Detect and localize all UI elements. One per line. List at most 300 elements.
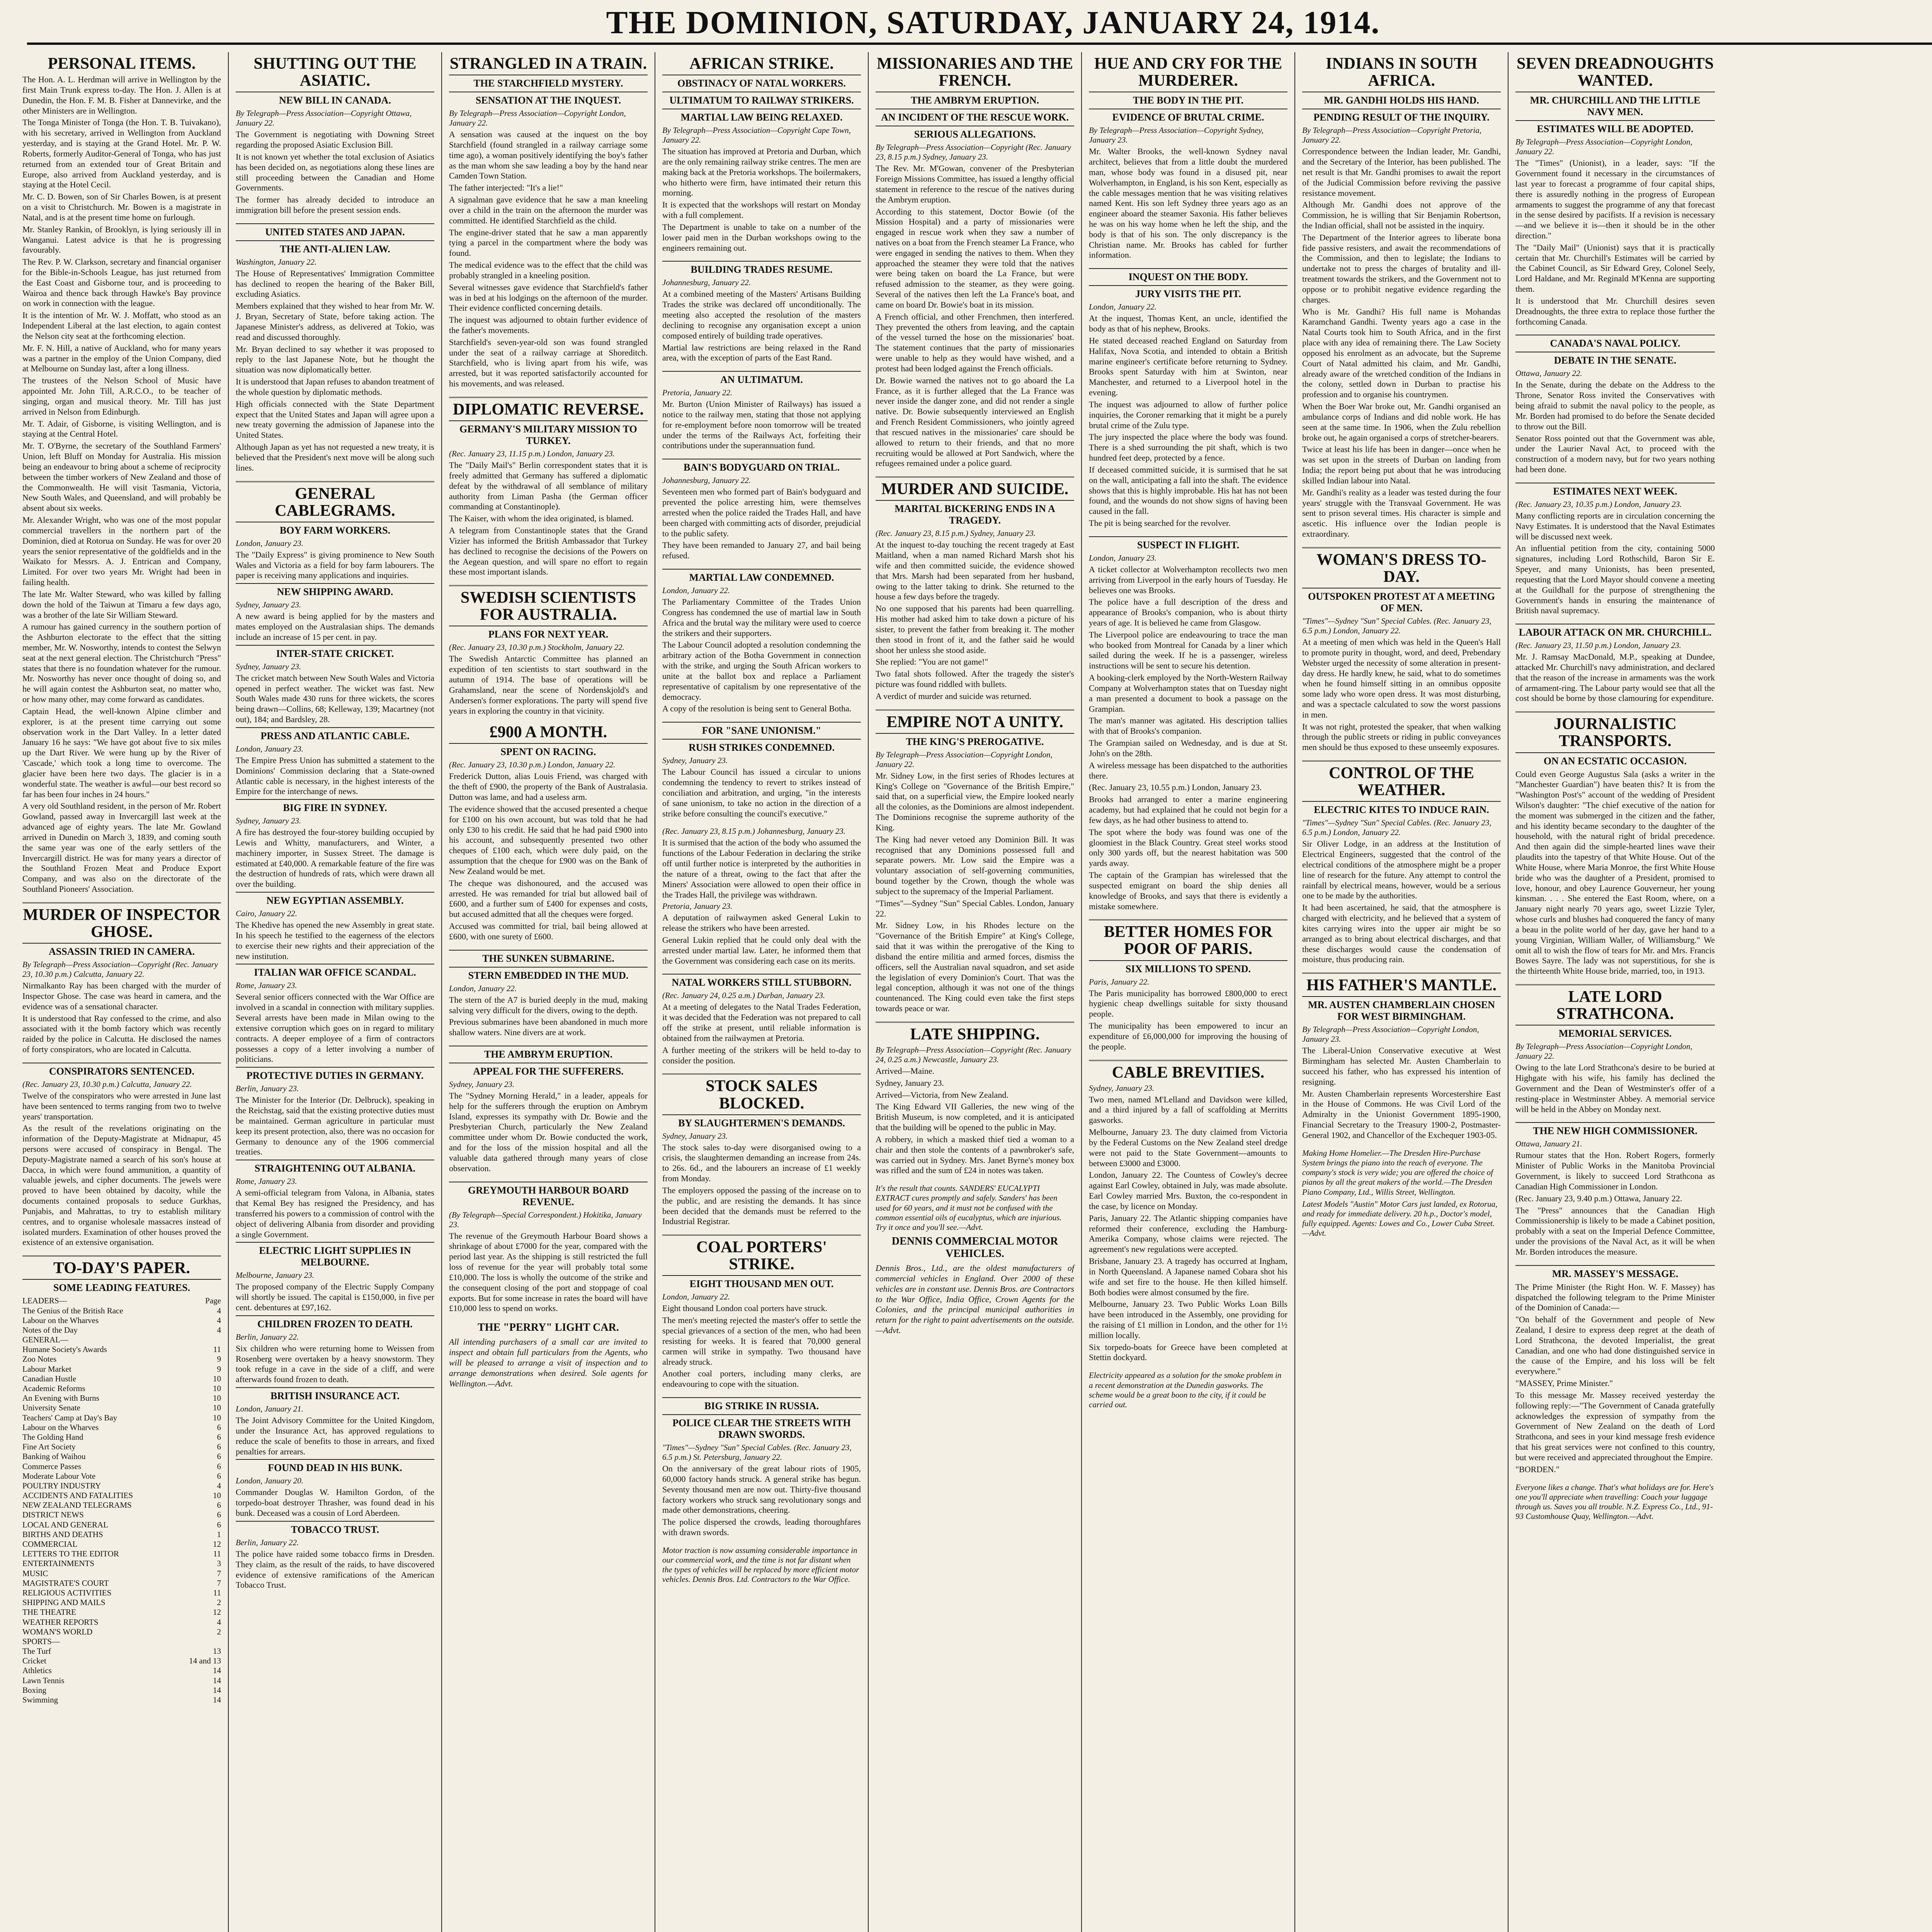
divider bbox=[876, 1022, 1074, 1023]
cablegram-text: The "Daily Express" is giving prominence to New South Wales and Victoria as a field for boy farm labourers. The paper is receiving many applications and inquiries. bbox=[236, 549, 434, 580]
contents-page: 3 bbox=[217, 1559, 221, 1568]
paragraph: The King had never vetoed any Dominion Bill. It was recognised that any Dominions possessed full and separate powers. Mr. Low said the Empire was a voluntary association of self-governing communities, bound together by the Crown, though the whole was subject to the supremacy of the Imperial Parliament. bbox=[876, 834, 1074, 896]
cablegram-item bbox=[236, 727, 434, 797]
contents-item: University Senate bbox=[22, 1403, 80, 1413]
paragraph: Senator Ross pointed out that the Government was able, under the Laurier Naval Act, to proceed with the construction of a modern navy, but for two years nothing had been done. bbox=[1515, 433, 1715, 474]
russia-strike-article bbox=[662, 1397, 861, 1538]
article-body bbox=[449, 129, 648, 389]
submarine-article bbox=[449, 950, 648, 1038]
contents-page: 6 bbox=[217, 1500, 221, 1510]
article-body bbox=[662, 1303, 861, 1389]
article-heading: STRANGLED IN A TRAIN. bbox=[449, 55, 647, 73]
paragraph: Dr. Bowie warned the natives not to go aboard the La France, as it is further alleged that the La France was never inside the danger zone, and did not render a single native. Dr. Bowie subsequently interviewed an English and French Resident Commissioners, who jointly agreed that rescued natives in the missionaries' care should be allowed to return to their friends, and that no more recruiting would be allowed at Port Sandwich, where the refugees remained under a police guard. bbox=[876, 375, 1074, 468]
article-body bbox=[1089, 988, 1287, 1052]
paragraph: Twelve of the conspirators who were arrested in June last have been sentenced to terms ranging from two to twelve years' transportation. bbox=[22, 1090, 221, 1121]
article-heading: WOMAN'S DRESS TO-DAY. bbox=[1316, 551, 1486, 586]
paragraph: The Parliamentary Committee of the Trades Union Congress has condemned the use of martial law in South Africa and the brutal way the military were used to coerce the strikers and their supporters. bbox=[662, 597, 861, 638]
paragraph: A verdict of murder and suicide was returned. bbox=[876, 691, 1032, 701]
contents-item: BIRTHS AND DEATHS bbox=[22, 1529, 103, 1539]
article-heading: THE SUNKEN SUBMARINE. bbox=[449, 950, 648, 964]
paragraph: Although Mr. Gandhi does not approve of the Commission, he is willing that Sir Benjamin Robertson, the Indian official, shall not be assisted in the inquiry. bbox=[1302, 200, 1501, 230]
article-body bbox=[449, 1091, 648, 1174]
cablegram-item bbox=[236, 964, 434, 1065]
contents-row bbox=[22, 1617, 221, 1627]
divider bbox=[1302, 973, 1501, 974]
paragraph: The father interjected: "It's a lie!" bbox=[449, 183, 563, 193]
article-subheading: ULTIMATUM TO RAILWAY STRIKERS. bbox=[662, 92, 861, 106]
article-heading: SHUTTING OUT THE ASIATIC. bbox=[253, 55, 417, 90]
cablegram-item bbox=[236, 1160, 434, 1240]
paragraph: A booking-clerk employed by the North-Western Railway Company at Wolverhampton states that on Tuesday night a man presented a document to book a passage on the Grampian. bbox=[1089, 673, 1287, 714]
contents-row bbox=[22, 1530, 221, 1539]
contents-list bbox=[22, 1296, 221, 1705]
inquest-article bbox=[1089, 268, 1287, 529]
paragraph: Captain Head, the well-known Alpine climber and explorer, is at the present time carrying out some observation work in the Dart Valley. In a letter dated January 16 he says: "We have got about five to six miles up the Dart River. We were hung up by the River of 'Cascade,' which took a long time to overcome. The glacier have been here two days. The glacier is in a wonderful state. The weather is awful—our best record so far has been four inches in 24 hours." bbox=[22, 706, 221, 799]
contents-item: Cricket bbox=[22, 1656, 46, 1666]
paragraph: A wireless message has been dispatched to the authorities there. bbox=[1089, 760, 1287, 781]
contents-item: Fine Art Society bbox=[22, 1442, 76, 1452]
paragraph: Starchfield's seven-year-old son was found strangled under the seat of a railway carriage at Shoreditch. Starchfield, who is living apart from his wife, was arrested, but it was reported satisfactorily accounted for his movements, and was released. bbox=[449, 337, 648, 389]
column-6 bbox=[1082, 52, 1295, 1932]
hue-cry-article bbox=[1089, 55, 1287, 260]
dateline: By Telegraph—Press Association—Copyright Ottawa, January 22. bbox=[236, 109, 412, 128]
cablegram-list bbox=[236, 522, 434, 1591]
contents-item: Labour Market bbox=[22, 1364, 71, 1374]
cablegram-title: BRITISH INSURANCE ACT. bbox=[236, 1387, 434, 1402]
paragraph: The stock sales to-day were disorganised owing to a crisis, the slaughtermen demanding an increase from 24s. to 26s. 6d., and the labourers an increase of £1 weekly from Monday. bbox=[662, 1142, 861, 1184]
advert-text: Motor traction is now assuming considerable importance in our commercial work, and the time is not far distant when the types of vehicles will be replaced by more efficient motor vehicles. Dennis Bros. Ltd. Contractors to the War Office. bbox=[662, 1545, 859, 1584]
article-subheading: SPENT ON RACING. bbox=[449, 743, 648, 758]
cablegram-text: The police have raided some tobacco firms in Dresden. They claim, as the result of the raids, to have discovered evidence of extensive ramifications of the American Tobacco Trust. bbox=[236, 1549, 434, 1590]
paragraph: Two fatal shots followed. After the tragedy the sister's picture was found riddled with bullets. bbox=[876, 669, 1074, 689]
contents-row bbox=[22, 1316, 221, 1325]
paragraph: A robbery, in which a masked thief tied a woman to a chair and then stole the contents of a pawnbroker's safe, was carried out in Sydney. Mrs. Janet Byrne's money box was rifled and the sum of £24 in notes was taken. bbox=[876, 1134, 1074, 1175]
dateline: Sydney, January 23. bbox=[236, 816, 301, 826]
advert-text: Electricity appeared as a solution for the smoke problem in a recent demonstration at the Dunedin gasworks. The scheme would be a great boon to the city, if it could be carried out. bbox=[1089, 1371, 1282, 1409]
paragraph: On the anniversary of the great labour riots of 1905, 60,000 factory hands struck. A general strike has begun. Seventy thousand men are now out. Thirty-five thousand factory workers who struck sang revolutionary songs and made other demonstrations, cheering. bbox=[662, 1464, 861, 1515]
contents-item: Labour on the Wharves bbox=[22, 1422, 99, 1432]
contents-item: Athletics bbox=[22, 1666, 52, 1675]
dateline: (Rec. January 23, 10.30 p.m.) Calcutta, January 22. bbox=[22, 1079, 192, 1089]
article-heading: THE AMBRYM ERUPTION. bbox=[449, 1046, 648, 1060]
dateline: Pretoria, January 23. bbox=[662, 901, 733, 911]
article-body bbox=[1089, 146, 1287, 260]
labour-attack-article bbox=[1515, 624, 1715, 704]
contents-item: THE THEATRE bbox=[22, 1607, 77, 1617]
paragraph: The inquest was adjourned to obtain further evidence of the father's movements. bbox=[449, 315, 648, 335]
paragraph: A French official, and other Frenchmen, then interfered. They prevented the others from leaving, and the captain of the vessel turned the hose on the missionaries' boat. The statement continues that the party of missionaries were unable to help as they would have wished, and a protest had been lodged against the French officials. bbox=[876, 311, 1074, 373]
paragraph: Melbourne, January 23. Two Public Works Loan Bills have been introduced in the Assembly, one providing for the raising of £1 million in London, and the other for 1½ million locally. bbox=[1089, 1299, 1287, 1340]
cablegram-title: BOY FARM WORKERS. bbox=[236, 522, 434, 536]
contents-row bbox=[22, 1325, 221, 1335]
cablegram-item bbox=[236, 799, 434, 889]
article-subheading: OUTSPOKEN PROTEST AT A MEETING OF MEN. bbox=[1302, 588, 1501, 614]
dateline: London, January 23. bbox=[236, 744, 303, 753]
paragraph: The police have a full description of the dress and appearance of Brooks's companion, who is about thirty years of age. It is believed he came from Glasgow. bbox=[1089, 597, 1287, 628]
contents-row bbox=[22, 1345, 221, 1354]
cablegram-item bbox=[236, 583, 434, 642]
contents-item: RELIGIOUS ACTIVITIES bbox=[22, 1588, 112, 1597]
paragraph: A rumour has gained currency in the southern portion of the Ashburton electorate to the effect that the sitting member, Mr. W. Nosworthy, intends to contest the Selwyn seat at the next general election. The Christchurch "Press" states that there is no foundation whatever for the rumour. Mr. Nosworthy has never once thought of doing so, and he will again contest the Ashburton seat, no matter who, or how many other, may come forward as candidates. bbox=[22, 622, 221, 704]
paragraph: As the result of the revelations originating on the information of the Deputy-Magistrate at Midnapur, 45 persons were accused of conspiracy in Bengal. The Deputy-Magistrate named a search of his son's house at Dacca, in which were found ammunition, a quantity of valuable jewels, and cipher documents. The jewels were proved to have been obtained by dacoity, while the documents contained proposals to seduce Gurkhas, Punjabis, and Mahrattas, to try to establish military centres, and to organise wholesale massacres instead of isolated murders. Examination of other houses proved the existence of an extensive organisation. bbox=[22, 1123, 221, 1247]
contents-item: Academic Reforms bbox=[22, 1384, 85, 1393]
paragraph: It was not right, protested the speaker, that when walking through the public streets or riding in public conveyances men should be thus exposed to these unseemly exposures. bbox=[1302, 721, 1501, 752]
article-body bbox=[876, 540, 1074, 701]
article-subheading: PENDING RESULT OF THE INQUIRY. bbox=[1302, 109, 1501, 123]
article-subheading: EIGHT THOUSAND MEN OUT. bbox=[662, 1275, 861, 1290]
natal-workers-article bbox=[662, 974, 861, 1066]
article-body bbox=[449, 654, 648, 716]
contents-item: Swimming bbox=[22, 1695, 58, 1705]
paragraph: The "Press" announces that the Canadian High Commissionership is likely to be made a Cabinet position, probably with a seat on the Imperial Defence Committee, under the provisions of the Naval Act, as it will be when Mr. Borden introduces the measure. bbox=[1515, 1205, 1715, 1257]
divider bbox=[1515, 984, 1715, 985]
paragraph: Twice at least his life has been in danger—once when he was set upon in the streets of Durban on landing from India; the report being put about that he was introducing skilled Indian labour into Natal. bbox=[1302, 444, 1501, 485]
paragraph: The Swedish Antarctic Committee has planned an expedition of ten scientists to start southward in the autumn of 1914. The base of operations will be Grahamsland, near the scene of Nordenskjold's and Andersen's former explorations. The party will spend five years in exploring the country in that vicinity. bbox=[449, 654, 648, 716]
paragraph: Who is Mr. Gandhi? His full name is Mohandas Karamchand Gandhi. Twenty years ago a case in the Natal Courts took him to South Africa, and in the first place with any idea of remaining there. The Law Society opposed his enrolment as an advocate, but the Supreme Court of Natal admitted his claim, and Mr. Gandhi, already aware of the wretched condition of the Indians in the colony, settled down in Durban to practise his profession and to organise his countrymen. bbox=[1302, 306, 1501, 400]
dateline: Rome, January 23. bbox=[236, 1177, 297, 1186]
contents-page: 6 bbox=[217, 1471, 221, 1481]
article-body bbox=[22, 981, 221, 1055]
paragraph: If deceased committed suicide, it is surmised that he sat on the wall, anticipating a fall into the shaft. The evidence shows that this is highly improbable. His hat has not been found, and the wounds do not show signs of having been caused in the fall. bbox=[1089, 464, 1287, 516]
estimates-next-week-article bbox=[1515, 483, 1715, 616]
paragraph: A ticket collector at Wolverhampton recollects two men arriving from Liverpool in the early hours of Tuesday. He believes one was Brooks. bbox=[1089, 564, 1287, 595]
cablegram-title: NEW EGYPTIAN ASSEMBLY. bbox=[236, 892, 434, 906]
dateline: Johannesburg, January 22. bbox=[662, 278, 751, 287]
paragraph: The medical evidence was to the effect that the child was probably strangled in a kneeling position. bbox=[449, 260, 648, 280]
shipping-lines bbox=[876, 1066, 1074, 1100]
paragraph: It is the intention of Mr. W. J. Moffatt, who stood as an Independent Liberal at the last election, to again contest the Nelson city seat at the forthcoming election. bbox=[22, 310, 221, 341]
dateline: Rome, January 23. bbox=[236, 981, 297, 990]
contents-page: 10 bbox=[213, 1413, 221, 1422]
contents-page: 6 bbox=[217, 1422, 221, 1432]
paragraph: Mr. F. N. Hill, a native of Auckland, who for many years was a partner in the employ of the Union Company, died at Melbourne on Sunday last, after a long illness. bbox=[22, 343, 221, 374]
high-commissioner-article bbox=[1515, 1122, 1715, 1257]
paragraph: The Hon. A. L. Herdman will arrive in Wellington by the first Main Trunk express to-day. The Hon. J. Allen is at Dunedin, the Hon. F. M. B. Fisher at Dannevirke, and the other Ministers are in Wellington. bbox=[22, 75, 221, 116]
strangled-article bbox=[449, 55, 648, 389]
contents-row bbox=[22, 1462, 221, 1471]
article-body bbox=[876, 771, 1074, 1014]
article-body bbox=[662, 1464, 861, 1538]
cablegram-title: ELECTRIC LIGHT SUPPLIES IN MELBOURNE. bbox=[236, 1242, 434, 1268]
article-heading: INDIANS IN SOUTH AFRICA. bbox=[1325, 55, 1478, 90]
paragraph: "Times"—Sydney "Sun" Special Cables. London, January 22. bbox=[876, 898, 1074, 918]
cablegram-text: The proposed company of the Electric Supply Company will shortly be issued. The capital is £150,000, in five per cent. debentures at £97,162. bbox=[236, 1282, 434, 1312]
cablegram-text: The Joint Advisory Committee for the United Kingdom, under the Insurance Act, has approved regulations to reduce the scale of benefits to those in arrears, and fixed penalties for arrears. bbox=[236, 1415, 434, 1456]
missionaries-article bbox=[876, 55, 1074, 469]
article-body bbox=[662, 913, 861, 966]
contents-item: Commerce Passes bbox=[22, 1461, 82, 1471]
cablegram-item bbox=[236, 892, 434, 961]
coal-porters-article bbox=[662, 1239, 861, 1389]
contents-row bbox=[22, 1676, 221, 1685]
contents-item: MAGISTRATE'S COURT bbox=[22, 1578, 109, 1588]
article-body bbox=[1089, 1095, 1287, 1363]
article-heading: £900 A MONTH. bbox=[489, 723, 607, 742]
article-heading: HIS FATHER'S MANTLE. bbox=[1306, 976, 1497, 995]
paragraph: (Rec. January 23, 9.40 p.m.) Ottawa, January 22. bbox=[1515, 1193, 1682, 1203]
dateline: (Rec. January 23, 11.15 p.m.) London, January 23. bbox=[449, 449, 615, 459]
paragraph: Frederick Dutton, alias Louis Friend, was charged with the theft of £900, the property of the Bank of Australasia. Dutton was lame, and had a useless arm. bbox=[449, 771, 648, 802]
article-heading: CONSPIRATORS SENTENCED. bbox=[22, 1063, 221, 1077]
paragraph: A very old Southland resident, in the person of Mr. Robert Gowland, passed away in Invercargill last week at the advanced age of eighty years. The late Mr. Gowland arrived in Dunedin on March 3, 1839, and coming south the same year was one of the early settlers of the Invercargill district. He was for many years a director of the Southland Frozen Meat and Produce Export Company, and was also on the directorate of the Southland Pioneers' Association. bbox=[22, 801, 221, 894]
contents-row bbox=[22, 1413, 221, 1423]
article-body bbox=[1302, 1046, 1501, 1140]
paragraph: The employers opposed the passing of the increase on to the public, and are resisting the demands. It has since been decided that the demands must be referred to the Industrial Registrar. bbox=[662, 1185, 861, 1226]
contents-row bbox=[22, 1607, 221, 1617]
paragraph: It is not known yet whether the total exclusion of Asiatics has been decided on, as negotiations along these lines are still proceeding between the Canadian and Home Governments. bbox=[236, 151, 434, 193]
contents-row bbox=[22, 1442, 221, 1452]
article-subheading: STERN EMBEDDED IN THE MUD. bbox=[449, 967, 648, 981]
column-5 bbox=[869, 52, 1082, 1932]
article-subheading: NEW BILL IN CANADA. bbox=[236, 92, 434, 106]
article-body bbox=[236, 269, 434, 473]
contents-page: 10 bbox=[213, 1403, 221, 1413]
contents-page: 4 bbox=[217, 1481, 221, 1490]
cablegram-item bbox=[236, 1067, 434, 1157]
article-heading: STOCK SALES BLOCKED. bbox=[706, 1077, 818, 1112]
fathers-mantle-article bbox=[1302, 977, 1501, 1141]
dateline: London, January 23. bbox=[1089, 553, 1156, 563]
article-subheading: ASSASSIN TRIED IN CAMERA. bbox=[22, 943, 221, 957]
paragraph: Nirmalkanto Ray has been charged with the murder of Inspector Ghose. The case was heard in camera, and the evidence was of a sensational character. bbox=[22, 981, 221, 1011]
divider bbox=[1515, 711, 1715, 713]
dateline: By Telegraph—Press Association—Copyright London, January 22. bbox=[449, 109, 626, 128]
paragraph: Rumour states that the Hon. Robert Rogers, formerly Minister of Public Works in the Manitoba Provincial Government, is likely to succeed Lord Strathcona as Canadian High Commissioner in London. bbox=[1515, 1150, 1715, 1191]
paragraph: Mr. T. Adair, of Gisborne, is visiting Wellington, and is staying at the Central Hotel. bbox=[22, 418, 221, 439]
paragraph: Mr. Alexander Wright, who was one of the most popular commercial travellers in the northern part of the Dominion, died at Rotorua on Sunday. He was for over 20 years the senior representative of the goldfields and in the Waikato for Messrs. A. J. Entrican and Company, Limited. For over two years Mr. Wright had been in failing health. bbox=[22, 515, 221, 587]
dateline: By Telegraph—Press Association—Copyright London, January 22. bbox=[876, 750, 1053, 769]
article-subheading: ESTIMATES WILL BE ADOPTED. bbox=[1515, 120, 1715, 135]
contents-page: 4 bbox=[217, 1315, 221, 1325]
contents-page: 13 bbox=[213, 1646, 221, 1656]
paragraph: The engine-driver stated that he saw a man apparently tying a parcel in the compartment where the body was found. bbox=[449, 227, 648, 258]
indians-article bbox=[1302, 55, 1501, 539]
journalistic-article bbox=[1515, 716, 1715, 976]
masthead bbox=[27, 4, 1932, 45]
cablegram-title: PROTECTIVE DUTIES IN GERMANY. bbox=[236, 1067, 434, 1082]
contents-page: 9 bbox=[217, 1364, 221, 1374]
paragraph: Mr. T. O'Byrne, the secretary of the Southland Farmers' Union, left Bluff on Monday for Australia. His mission being an endeavour to bring about a scheme of reciprocity between the timber workers of New Zealand and those of the Commonwealth. He will visit Tasmania, Victoria, New South Wales, and Queensland, and will probably be absent about six weeks. bbox=[22, 441, 221, 513]
dateline: London, January 22. bbox=[1089, 302, 1156, 312]
cablegram-item bbox=[236, 1315, 434, 1385]
dateline: Ottawa, January 21. bbox=[1515, 1139, 1582, 1149]
contents-page: 7 bbox=[217, 1568, 221, 1578]
paragraph: It is understood that Mr. Churchill desires seven Dreadnoughts, the three extra to replace those further the forthcoming Canada. bbox=[1515, 296, 1715, 327]
advert-text: Latest Models "Austin" Motor Cars just landed, ex Rotorua, and ready for immediate delivery. 20 h.p., Doctor's model, fully equipped. Agents: Lowes and Co., Lower Cuba Street.—Advt. bbox=[1302, 1199, 1498, 1238]
article-heading: HUE AND CRY FOR THE MURDERER. bbox=[1094, 55, 1282, 90]
contents-item: LEADERS— bbox=[22, 1296, 67, 1306]
contents-item: The Genius of the British Race bbox=[22, 1306, 123, 1315]
article-heading: LATE SHIPPING. bbox=[910, 1025, 1040, 1043]
contents-row bbox=[22, 1637, 221, 1646]
contents-row bbox=[22, 1627, 221, 1637]
divider bbox=[449, 585, 648, 586]
paragraph: The Labour Council has issued a circular to unions condemning the tendency to revert to strikes instead of conciliation and arbitration, and urging, "in the interests of sane unionism, to take no action in the direction of a strike before consulting the council's executive." bbox=[662, 767, 861, 818]
dateline: London, January 22. bbox=[662, 586, 730, 595]
divider bbox=[1089, 919, 1287, 920]
paragraph: Mr. Gandhi's reality as a leader was tested during the four years' struggle with the Transvaal Government. He was sent to prison several times. His character is simple and ascetic. His influence over the Indian people is extraordinary. bbox=[1302, 487, 1501, 539]
article-body bbox=[449, 460, 648, 577]
article-body bbox=[1089, 565, 1287, 912]
contents-item: LETTERS TO THE EDITOR bbox=[22, 1549, 119, 1559]
paragraph: Sir Oliver Lodge, in an address at the Institution of Electrical Engineers, suggested that the control of the electrical conditions of the atmosphere might be a proper line of research for the future. Any attempt to control the rainfall by electrical means, however, would be a serious one to be made by the authorities. bbox=[1302, 839, 1501, 901]
article-body bbox=[449, 1231, 648, 1314]
dateline: London, January 21. bbox=[236, 1404, 303, 1414]
cablegram-title: STRAIGHTENING OUT ALBANIA. bbox=[236, 1160, 434, 1174]
article-subheading: PLANS FOR NEXT YEAR. bbox=[449, 626, 648, 640]
contents-page: 14 bbox=[213, 1666, 221, 1675]
paragraph: Mr. Stanley Rankin, of Brooklyn, is lying seriously ill in Wanganui. Latest advice is that he is progressing favourably. bbox=[22, 224, 221, 255]
paragraph: Previous submarines have been abandoned in much more shallow waters. Nine divers are at work. bbox=[449, 1017, 648, 1037]
diplomatic-article bbox=[449, 401, 648, 577]
cablegram-text: A fire has destroyed the four-storey building occupied by Lewis and Whitty, manufacturers, and Winter, a machinery importer, in Sussex Street. The damage is estimated at £40,000. A remarkable feature of the fire was the destruction of hundreds of rats, which were drawn all over the building. bbox=[236, 827, 434, 889]
paragraph: It had been ascertained, he said, that the atmosphere is charged with electricity, and he believed that a system of kites carrying wires into the upper air might be so arranged as to bring about electrical discharges, and that these discharges would cause the condensation of moisture, thus producing rain. bbox=[1302, 903, 1501, 964]
contents-page: 7 bbox=[217, 1578, 221, 1588]
contents-row bbox=[22, 1569, 221, 1578]
paragraph: Mr. C. D. Bowen, son of Sir Charles Bowen, is at present on a visit to Christchurch. Mr. Bowen is a magistrate in Natal, and is at the present time home on furlough. bbox=[22, 192, 221, 222]
paragraph: According to this statement, Doctor Bowie (of the Mission Hospital) and a party of missionaries were engaged in rescue work when they saw a number of natives on a boat from the French steamer La France, who were engaged in sending the natives to them. When they approached the steamer they were told that the natives were being taken on board the La France, but were refused admission to the steamer, as they were going. Several of the natives then left the La France's boat, and came on board Dr. Bowie's boat in its mission. bbox=[876, 206, 1074, 310]
paragraph: Mr. Bryan declined to say whether it was proposed to reply to the last Japanese Note, but he thought the situation was now diplomatically better. bbox=[236, 344, 434, 375]
contents-item: Notes of the Day bbox=[22, 1325, 78, 1335]
paragraph: Mr. J. Ramsay MacDonald, M.P., speaking at Dundee, attacked Mr. Churchill's navy administration, and declared that the reason of the increase in armaments was the work of armament-ring. The Labour party would see that all the cost should be borne by those clamouring for expenditure. bbox=[1515, 652, 1715, 703]
paragraph: Paris, January 22. The Atlantic shipping companies have reformed their conference, excluding the Hamburg-Amerika Company, whose claims were rejected. The agreement's new regulations were accepted. bbox=[1089, 1213, 1287, 1254]
cablegram-text: The Minister for the Interior (Dr. Delbruck), speaking in the Reichstag, said that the existing protective duties must be maintained. German agriculture in particular must keep its present protection, also, there was no occasion for Germany to denounce any of the 1906 commercial treaties. bbox=[236, 1095, 434, 1157]
contents-page: 6 bbox=[217, 1442, 221, 1452]
contents-page: 9 bbox=[217, 1354, 221, 1364]
column-2 bbox=[229, 52, 442, 1932]
rand-article bbox=[662, 827, 861, 966]
paragraph: Eight thousand London coal porters have struck. bbox=[662, 1303, 828, 1313]
divider bbox=[22, 902, 221, 903]
contents-row bbox=[22, 1588, 221, 1598]
article-body bbox=[662, 838, 861, 900]
article-subheading: THE ANTI-ALIEN LAW. bbox=[236, 240, 434, 255]
contents-item: POULTRY INDUSTRY bbox=[22, 1481, 101, 1490]
article-body bbox=[876, 1102, 1074, 1176]
contents-item: SPORTS— bbox=[22, 1636, 60, 1646]
article-heading: MURDER OF INSPECTOR GHOSE. bbox=[23, 906, 221, 941]
paragraph: They have been remanded to January 27, and bail being refused. bbox=[662, 540, 861, 561]
paragraph: The Kaiser, with whom the idea originated, is blamed. bbox=[449, 514, 634, 524]
personal-items-article bbox=[22, 55, 221, 895]
article-heading: MARTIAL LAW CONDEMNED. bbox=[662, 569, 861, 583]
article-body bbox=[22, 75, 221, 895]
contents-item: DISTRICT NEWS bbox=[22, 1510, 84, 1520]
paragraph: It is expected that the workshops will restart on Monday with a full complement. bbox=[662, 200, 861, 220]
article-heading: JOURNALISTIC TRANSPORTS. bbox=[1554, 715, 1677, 750]
paragraph: The spot where the body was found was one of the gloomiest in the Black Country. Great steel works stood only 300 yards off, but the nearest habitation was 500 yards away. bbox=[1089, 827, 1287, 868]
article-heading: GENERAL CABLEGRAMS. bbox=[275, 485, 395, 520]
paragraph: Members explained that they wished to hear from Mr. W. J. Bryan, Secretary of State, before taking action. The Japanese Minister's address, as delivered at Tokio, was read and discussed thoroughly. bbox=[236, 301, 434, 342]
suspect-article bbox=[1089, 536, 1287, 912]
article-body bbox=[662, 146, 861, 253]
divider bbox=[662, 1073, 861, 1075]
advert-text: Dennis Bros., Ltd., are the oldest manufacturers of commercial vehicles in England. Over 2000 of these vehicles are in constant use. Dennis Bros. are Contractors to the War Office, India Office, Crown Agents for the Colonies, and the principal municipal authorities in return for the right to paint advertisements on the outside.—Advt. bbox=[876, 1263, 1074, 1335]
article-heading: AN ULTIMATUM. bbox=[662, 371, 861, 386]
paragraph: The jury inspected the place where the body was found. There is a shed surrounding the pit shaft, which is two hundred feet deep, protected by a fence. bbox=[1089, 432, 1287, 463]
dateline: By Telegraph—Press Association—Copyright London, January 22. bbox=[1515, 1042, 1692, 1061]
dateline: "Times"—Sydney "Sun" Special Cables. (Rec. January 23, 6.5 p.m.) London, January 22. bbox=[1302, 616, 1492, 636]
cablegram-text: Six children who were returning home to Weissen from Rosenberg were overtaken by a heavy snowstorm. They took refuge in a cave in the side of a cliff, and were afterwards found frozen to death. bbox=[236, 1343, 434, 1384]
cablegram-title: PRESS AND ATLANTIC CABLE. bbox=[236, 727, 434, 742]
contents-row bbox=[22, 1393, 221, 1403]
contents-page: 4 bbox=[217, 1306, 221, 1315]
contents-item: MUSIC bbox=[22, 1568, 48, 1578]
article-subheading: DEBATE IN THE SENATE. bbox=[1515, 352, 1715, 366]
empire-unity-article bbox=[876, 714, 1074, 1014]
paragraph: The trustees of the Nelson School of Music have appointed Mr. John Till, A.R.C.O., to be teacher of singing, organ and musical theory. Mr. Till has just arrived in Nelson from Edinburgh. bbox=[22, 376, 221, 417]
dateline: (Rec. January 23, 8.15 p.m.) Johannesburg, January 23. bbox=[662, 827, 845, 836]
article-body bbox=[1515, 652, 1715, 704]
contents-row bbox=[22, 1491, 221, 1500]
article-subheading: THE STARCHFIELD MYSTERY. bbox=[449, 75, 648, 89]
article-heading: EMPIRE NOT A UNITY. bbox=[886, 713, 1063, 731]
contents-page: 2 bbox=[217, 1627, 221, 1636]
perry-advert bbox=[449, 1321, 648, 1389]
article-body bbox=[1515, 380, 1715, 474]
contents-row bbox=[22, 1296, 221, 1306]
contents-row bbox=[22, 1510, 221, 1520]
divider bbox=[1302, 547, 1501, 548]
strathcona-article bbox=[1515, 988, 1715, 1114]
dateline: London, January 23. bbox=[236, 538, 303, 548]
paragraph: The Liberal-Union Conservative executive at West Birmingham has selected Mr. Austen Chamberlain to succeed his father, who has expressed his intention of resigning. bbox=[1302, 1046, 1501, 1087]
dateline: Sydney, January 23. bbox=[449, 1079, 515, 1089]
article-heading: SWEDISH SCIENTISTS FOR AUSTRALIA. bbox=[460, 589, 636, 624]
contents-page: 6 bbox=[217, 1510, 221, 1520]
article-subheading: SENSATION AT THE INQUEST. bbox=[449, 92, 648, 106]
cablegram-item bbox=[236, 1459, 434, 1518]
us-japan-article bbox=[236, 223, 434, 473]
contents-item: NEW ZEALAND TELEGRAMS bbox=[22, 1500, 132, 1510]
paragraph: The Department of the Interior agrees to liberate bona fide passive resisters, and await the recommendations of the Commission, and then to legislate; the Indians to undertake not to press the charges of brutality and ill-treatment towards the strikers, and the Government not to oppose or to prohibit negative evidence regarding the charges. bbox=[1302, 232, 1501, 304]
article-body bbox=[1302, 839, 1501, 965]
dateline: (Rec. January 23, 10.30 p.m.) London, January 22. bbox=[449, 760, 616, 770]
canada-naval-article bbox=[1515, 335, 1715, 474]
dateline: Sydney, January 23. bbox=[1089, 1083, 1155, 1093]
article-subheading: GERMANY'S MILITARY MISSION TO TURKEY. bbox=[449, 420, 648, 447]
paragraph: The King Edward VII Galleries, the new wing of the British Museum, is now completed, and it is anticipated that the building will be opened to the public in May. bbox=[876, 1102, 1074, 1133]
paragraph: Many conflicting reports are in circulation concerning the Navy Estimates. It is understood that the Naval Estimates will be discussed next week. bbox=[1515, 510, 1715, 541]
article-subheading: SERIOUS ALLEGATIONS. bbox=[876, 126, 1074, 140]
contents-row bbox=[22, 1374, 221, 1384]
article-subheading: MR. AUSTEN CHAMBERLAIN CHOSEN FOR WEST BIRMINGHAM. bbox=[1302, 996, 1501, 1022]
article-heading: BIG STRIKE IN RUSSIA. bbox=[662, 1397, 861, 1412]
dateline: (Rec. January 23, 10.35 p.m.) London, January 23. bbox=[1515, 499, 1682, 509]
newspaper-title: THE DOMINION, SATURDAY, JANUARY 24, 1914. bbox=[606, 5, 1380, 41]
divider bbox=[876, 709, 1074, 711]
dateline: By Telegraph—Press Association—Copyright (Rec. January 23, 8.15 p.m.) Sydney, January 23. bbox=[876, 143, 1071, 162]
article-subheading: THE KING'S PREROGATIVE. bbox=[876, 733, 1074, 748]
paragraph: Several witnesses gave evidence that Starchfield's father was in bed at his lodgings on the afternoon of the murder. Their evidence conflicted concerning details. bbox=[449, 282, 648, 313]
article-heading: CABLE BREVITIES. bbox=[1112, 1063, 1265, 1082]
divider bbox=[22, 1255, 221, 1257]
cablegram-title: TOBACCO TRUST. bbox=[236, 1521, 434, 1536]
paragraph: Owing to the late Lord Strathcona's desire to be buried at Highgate with his wife, his family has declined the Government and the Dean of Westminster's offer of a resting-place in Westminster Abbey. A memorial service will be held in the Abbey on Monday next. bbox=[1515, 1063, 1715, 1114]
contents-row bbox=[22, 1578, 221, 1588]
contents-page: 12 bbox=[213, 1607, 221, 1617]
paragraph: In the Senate, during the debate on the Address to the Throne, Senator Ross invited the Conservatives with being afraid to submit the naval policy to the people, as Mr. Borden had promised to do before the Senate decided to throw out the Bill. bbox=[1515, 380, 1715, 431]
contents-page: 12 bbox=[213, 1539, 221, 1549]
advert-text: Everyone likes a change. That's what holidays are for. Here's one you'll appreciate when travelling: Coach your luggage through us. Saves you all trouble. N.Z. Express Co., Ltd., 91-93 Customhouse Quay, Wellington.—Advt. bbox=[1515, 1482, 1714, 1521]
article-subheading: OBSTINACY OF NATAL WORKERS. bbox=[662, 75, 861, 89]
article-subheading: AN INCIDENT OF THE RESCUE WORK. bbox=[876, 109, 1074, 123]
cable-brevities-article bbox=[1089, 1064, 1287, 1363]
dateline: Paris, January 22. bbox=[1089, 977, 1150, 986]
article-body bbox=[22, 1091, 221, 1248]
advert-heading: DENNIS COMMERCIAL MOTOR VEHICLES. bbox=[891, 1235, 1058, 1260]
paragraph: London, January 22. The Countess of Cowley's decree against Earl Cowley, obtained in July, was made absolute. Earl Cowley married Mrs. Buxton, the co-respondent in the case, by licence on Monday. bbox=[1089, 1170, 1287, 1211]
